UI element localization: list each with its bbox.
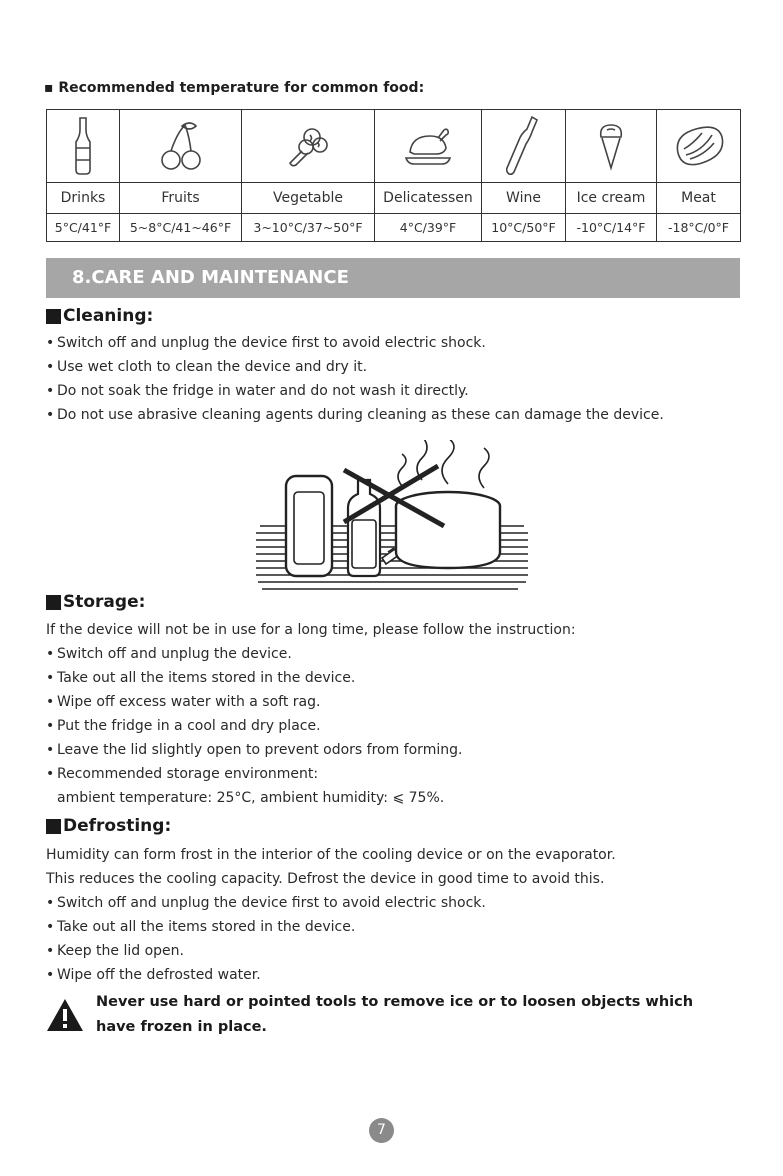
food-name-wine: Wine (482, 183, 566, 214)
list-item: • Do not use abrasive cleaning agents during cleaning as these can damage the device. (46, 403, 664, 427)
list-item: • Do not soak the fridge in water and do not wash it directly. (46, 379, 664, 403)
section-title-bar: 8.CARE AND MAINTENANCE (46, 258, 740, 298)
food-name-drinks: Drinks (47, 183, 120, 214)
list-item: • Use wet cloth to clean the device and dry it. (46, 355, 664, 379)
list-item: • Switch off and unplug the device first to avoid electric shock. (46, 891, 486, 915)
storage-heading-text: Storage: (63, 592, 146, 612)
list-item: • Keep the lid open. (46, 939, 486, 963)
list-item: • Take out all the items stored in the device. (46, 915, 486, 939)
list-item: • Wipe off the defrosted water. (46, 963, 486, 987)
food-name-vegetable: Vegetable (242, 183, 375, 214)
food-temp-ice-cream: -10°C/14°F (566, 214, 657, 242)
meat-icon-cell (657, 110, 741, 183)
food-temp-meat: -18°C/0°F (657, 214, 741, 242)
food-temp-wine: 10°C/50°F (482, 214, 566, 242)
food-name-ice-cream: Ice cream (566, 183, 657, 214)
bottle-icon (72, 116, 94, 176)
square-bullet-icon (46, 595, 61, 610)
ice-cream-icon-cell (566, 110, 657, 183)
storage-heading (46, 592, 145, 612)
food-temp-drinks: 5°C/41°F (47, 214, 120, 242)
page-number: 7 (369, 1118, 394, 1143)
list-item: • Put the fridge in a cool and dry place. (46, 714, 462, 738)
defrosting-intro-2: This reduces the cooling capacity. Defrost the device in good time to avoid this. (46, 871, 605, 887)
square-bullet-icon (46, 309, 61, 324)
food-temp-fruits: 5~8°C/41~46°F (120, 214, 242, 242)
storage-list (46, 642, 462, 810)
list-item: • Switch off and unplug the device. (46, 642, 462, 666)
vegetable-icon (286, 123, 330, 169)
storage-environment: ambient temperature: 25°C, ambient humidity: ⩽ 75%. (57, 790, 445, 806)
square-bullet-icon (46, 819, 61, 834)
defrosting-intro-1: Humidity can form frost in the interior of the cooling device or on the evaporator. (46, 847, 616, 863)
cherries-icon (160, 120, 202, 172)
wine-icon-cell (482, 110, 566, 183)
drinks-icon-cell (47, 110, 120, 183)
storage-intro: If the device will not be in use for a long time, please follow the instruction: (46, 622, 576, 638)
warning-text: Never use hard or pointed tools to remove ice or to loosen objects which have frozen in place. (96, 994, 694, 1035)
no-washing-illustration (252, 440, 532, 600)
list-item: • Take out all the items stored in the device. (46, 666, 462, 690)
vegetable-icon-cell (242, 110, 375, 183)
ice-cream-icon (596, 121, 626, 171)
defrosting-heading (46, 816, 171, 836)
fruits-icon-cell (120, 110, 242, 183)
wine-bottle-icon (506, 115, 542, 177)
list-item: • Switch off and unplug the device first to avoid electric shock. (46, 331, 664, 355)
list-item: • Leave the lid slightly open to prevent odors from forming. (46, 738, 462, 762)
food-name-meat: Meat (657, 183, 741, 214)
food-temp-delicatessen: 4°C/39°F (375, 214, 482, 242)
list-item: • Recommended storage environment: (46, 762, 462, 786)
list-item: • Wipe off excess water with a soft rag. (46, 690, 462, 714)
roast-chicken-icon (402, 124, 454, 168)
temperature-heading: ▪ Recommended temperature for common food: (44, 80, 425, 96)
delicatessen-icon-cell (375, 110, 482, 183)
warning-icon (46, 998, 84, 1032)
no-washing-icon (252, 440, 532, 596)
meat-steak-icon (672, 123, 726, 169)
food-name-delicatessen: Delicatessen (375, 183, 482, 214)
defrosting-heading-text: Defrosting: (63, 816, 172, 836)
food-temperature-table (46, 109, 741, 242)
food-name-fruits: Fruits (120, 183, 242, 214)
cleaning-heading-text: Cleaning: (63, 306, 154, 326)
cleaning-heading (46, 306, 153, 326)
defrosting-list (46, 891, 486, 987)
food-temp-vegetable: 3~10°C/37~50°F (242, 214, 375, 242)
cleaning-list (46, 331, 664, 427)
